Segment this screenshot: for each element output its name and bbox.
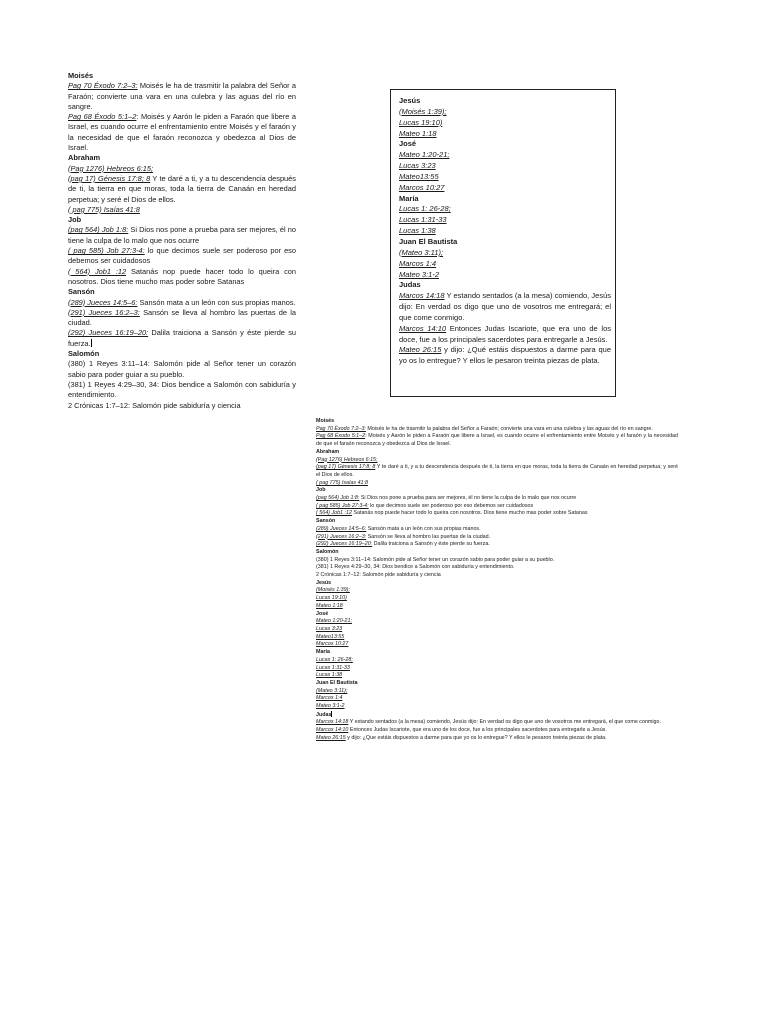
verse-note: Dalila traiciona a Sansón y éste pierde su fuerza. <box>372 541 490 548</box>
verse-entry <box>316 618 678 626</box>
verse-reference: Mateo13:55 <box>316 633 345 640</box>
note-text: (381) 1 Reyes 4:29–30, 34: Dios bendice a Salomón con sabiduría y entendimiento. <box>316 564 515 571</box>
note-line <box>68 380 296 401</box>
verse-entry <box>399 345 611 367</box>
verse-entry <box>68 164 296 174</box>
verse-reference: Lucas 1:31-33 <box>316 664 350 671</box>
note-text: (380) 1 Reyes 3:11–14: Salomón pide al Señor tener un corazón sabio para poder guiar a su pueblo. <box>316 556 555 563</box>
verse-reference: Lucas 1:31-33 <box>399 215 447 225</box>
verse-reference: Mateo 1:20-21; <box>399 150 450 160</box>
verse-note: Sansón mata a un león con sus propias manos. <box>137 297 296 307</box>
verse-reference: (289) Jueces 14:5–6: <box>68 297 138 307</box>
verse-reference: Marcos 14:18 <box>399 291 445 301</box>
verse-reference: (Moisés 1:39); <box>316 587 350 594</box>
verse-note: Moisés le ha de trasmitir la palabra del Señor a Faraón; convierte una vara en una culebra y las aguas del río en sangre. <box>68 81 296 111</box>
verse-note: lo que decimos suele ser poderoso por eso debemos ser cuidadosos <box>68 246 296 266</box>
verse-note: y dijo: ¿Que estáis dispuestos a darme para que yo os lo entregue? Y ellos le pesaron treinta piezas de plata. <box>345 734 607 741</box>
bottom-notes-column <box>316 418 678 743</box>
verse-entry <box>316 657 678 665</box>
section-heading <box>399 194 611 205</box>
verse-entry <box>68 308 296 329</box>
verse-reference: Marcos 10:27 <box>399 182 445 192</box>
verse-note: : Moisés y Aarón le piden a Faraón que libere a Israel, es cuando ocurre el enfrentamiento entre Moisés y el faraón y la necesidad de que el faraón reconozca y obedezca al Dios de Israel. <box>68 112 297 153</box>
verse-entry <box>316 457 678 465</box>
verse-reference: Lucas 1: 26-28; <box>399 204 451 214</box>
heading-text: Moisés <box>316 418 335 424</box>
verse-reference: Marcos 14:10 <box>316 727 349 734</box>
verse-reference: (pag 17) Génesis 17:8; 8 <box>316 464 376 471</box>
note-line <box>316 564 678 572</box>
verse-entry <box>316 695 678 703</box>
verse-reference: (pag 17) Génesis 17:8; 8 <box>68 173 151 183</box>
verse-reference: Lucas 3:23 <box>316 625 343 632</box>
heading-text: Judas <box>316 711 332 718</box>
verse-note: Si Dios nos pone a prueba para ser mejores, él no tiene la culpa de lo malo que nos ocurre <box>68 225 296 245</box>
heading-text: Juan El Bautista <box>399 236 458 246</box>
verse-entry <box>316 587 678 595</box>
section-heading <box>316 611 678 619</box>
verse-entry <box>316 735 678 743</box>
verse-reference: ( pag 585) Job 27:3-4: <box>68 246 145 256</box>
verse-entry <box>399 183 611 194</box>
verse-reference: Pag 68 Éxodo 5:1–2 <box>316 433 366 440</box>
verse-reference: Mateo 1:20-21; <box>316 618 352 625</box>
verse-note: Entonces Judas Iscariote, que era uno de los doce, fue a los principales sacerdotes para entregarle a Jesús. <box>399 323 611 344</box>
verse-entry <box>316 603 678 611</box>
verse-entry <box>316 480 678 488</box>
verse-reference: Lucas 3:23 <box>399 161 436 171</box>
verse-note: Sansón se lleva al hombro las puertas de la ciudad. <box>366 533 491 540</box>
verse-reference: Mateo 26:15 <box>316 734 346 741</box>
verse-entry <box>316 595 678 603</box>
verse-reference: Pag 68 Éxodo 5:1–2 <box>68 112 137 122</box>
heading-text: Sansón <box>316 518 336 525</box>
section-heading <box>399 237 611 248</box>
section-heading <box>316 680 678 688</box>
heading-text: Job <box>316 487 326 494</box>
verse-entry <box>68 225 296 246</box>
verse-reference: Pag 70 Éxodo 7:2–3: <box>68 81 138 91</box>
verse-entry <box>68 205 296 215</box>
verse-entry <box>399 324 611 346</box>
verse-entry <box>316 510 678 518</box>
verse-entry <box>68 112 296 153</box>
verse-entry <box>399 291 611 324</box>
verse-entry <box>68 328 296 349</box>
verse-note: Y te daré a ti, y a tu descendencia después de ti, la tierra en que moras, toda la tierra de Canaán en heredad perpetua; y seré el Dios de ellos. <box>68 173 296 204</box>
heading-text: Sansón <box>68 287 95 297</box>
note-text: (381) 1 Reyes 4:29–30, 34: Dios bendice a Salomón con sabiduría y entendimiento. <box>68 379 296 400</box>
section-heading <box>68 287 296 297</box>
verse-reference: (292) Jueces 16:19–20: <box>316 541 373 548</box>
verse-entry <box>68 246 296 267</box>
note-text: 2 Crónicas 1:7–12: Salomón pide sabiduría y ciencia <box>68 400 241 410</box>
verse-reference: (291) Jueces 16:2–3: <box>316 533 367 540</box>
verse-entry <box>399 107 611 118</box>
verse-entry <box>399 270 611 281</box>
verse-note: Sansón mata a un león con sus propias manos. <box>366 525 481 532</box>
verse-reference: Mateo 26:15 <box>399 345 442 355</box>
verse-entry <box>316 534 678 542</box>
heading-text: Job <box>68 215 82 225</box>
section-heading <box>316 580 678 588</box>
verse-entry <box>399 161 611 172</box>
verse-reference: Lucas 1:38 <box>399 226 436 236</box>
verse-note: Y te daré a ti, y a tu descendencia después de ti, la tierra en que moras, toda la tierra de Canaán en heredad perpetua; y seré el Dios de ellos. <box>316 464 678 478</box>
verse-entry <box>399 150 611 161</box>
section-heading <box>316 549 678 557</box>
section-heading <box>316 711 678 720</box>
verse-reference: Lucas 1: 26-28; <box>316 656 353 663</box>
note-line <box>68 359 296 380</box>
verse-reference: ( pag 585) Job 27:3-4: <box>316 502 369 509</box>
section-heading <box>68 71 296 81</box>
verse-reference: (291) Jueces 16:2–3: <box>68 307 140 317</box>
heading-text: Salomón <box>68 349 100 359</box>
verse-entry <box>316 503 678 511</box>
text-cursor <box>331 711 332 717</box>
verse-entry <box>316 719 678 727</box>
verse-entry <box>399 129 611 140</box>
verse-reference: Marcos 14:10 <box>399 323 447 333</box>
verse-entry <box>316 665 678 673</box>
section-heading <box>68 215 296 225</box>
note-text: (380) 1 Reyes 3:11–14: Salomón pide al Señor tener un corazón sabio para poder guiar a su pueblo. <box>68 359 296 379</box>
verse-reference: Lucas 19:10) <box>399 117 443 127</box>
verse-reference: ( pag 775) Isaías 41:8 <box>68 204 140 214</box>
verse-reference: Mateo 3:1-2 <box>316 703 345 710</box>
verse-reference: Lucas 1:38 <box>316 672 343 679</box>
verse-reference: Marcos 14:18 <box>316 719 349 726</box>
verse-note: Satanás nop puede hacer todo lo queira con nosotros. Dios tiene mucho mas poder sobre Satanas <box>68 266 296 286</box>
section-heading <box>316 418 678 426</box>
verse-note: Si Dios nos pone a prueba para ser mejores, él no tiene la culpa de lo malo que nos ocurre <box>359 495 577 502</box>
verse-entry <box>316 672 678 680</box>
verse-entry <box>316 634 678 642</box>
verse-entry <box>316 464 678 479</box>
verse-reference: Mateo 1:18 <box>399 128 437 138</box>
verse-reference: (Pag 1276) Hebreos 6:15; <box>316 456 378 463</box>
section-heading <box>316 487 678 495</box>
section-heading <box>316 649 678 657</box>
verse-reference: Mateo 3:1-2 <box>399 269 440 279</box>
note-text: 2 Crónicas 1:7–12: Salomón pide sabiduría y ciencia <box>316 572 441 579</box>
verse-entry <box>399 226 611 237</box>
verse-reference: (292) Jueces 16:19–20: <box>68 328 149 338</box>
section-heading <box>399 280 611 291</box>
verse-reference: Lucas 19:10) <box>316 595 347 602</box>
verse-note: Moisés le ha de trasmitir la palabra del Señor a Faraón; convierte una vara en una culebra y las aguas del río en sangre. <box>365 425 653 432</box>
verse-reference: Marcos 10:27 <box>316 641 349 648</box>
section-heading <box>316 449 678 457</box>
verse-note: Satanás nop puede hacer todo lo queira con nosotros. Dios tiene mucho mas poder sobre Satanas <box>351 510 588 517</box>
verse-entry <box>316 626 678 634</box>
verse-entry <box>316 727 678 735</box>
heading-text: José <box>399 139 417 149</box>
verse-entry <box>316 688 678 696</box>
boxed-notes-column <box>390 89 616 397</box>
verse-reference: Pag 70 Éxodo 7:2–3: <box>316 425 366 432</box>
section-heading <box>399 96 611 107</box>
section-heading <box>399 139 611 150</box>
verse-reference: Mateo13:55 <box>399 171 439 181</box>
verse-entry <box>316 433 678 448</box>
verse-entry <box>316 541 678 549</box>
verse-reference: ( pag 775) Isaías 41:8 <box>316 479 368 486</box>
verse-reference: (Mateo 3:11); <box>399 247 444 257</box>
section-heading <box>68 153 296 163</box>
verse-reference: (Pag 1276) Hebreos 6:15; <box>68 163 154 173</box>
heading-text: José <box>316 610 329 617</box>
verse-note: Entonces Judas Iscariote, que era uno de los doce, fue a los principales sacerdotes para entregarle a Jesús. <box>348 727 607 734</box>
verse-entry <box>399 118 611 129</box>
verse-reference: Marcos 1:4 <box>316 695 343 702</box>
heading-text: Jesús <box>399 96 421 105</box>
verse-entry <box>316 641 678 649</box>
verse-entry <box>68 267 296 288</box>
verse-entry <box>68 81 296 112</box>
verse-reference: (289) Jueces 14:5–6: <box>316 525 367 532</box>
text-cursor <box>91 339 92 347</box>
verse-entry <box>399 172 611 183</box>
heading-text: Moisés <box>68 71 94 80</box>
verse-entry <box>399 215 611 226</box>
verse-reference: ( 564) Job1 :12 <box>68 266 127 276</box>
verse-entry <box>399 204 611 215</box>
verse-reference: (pag 564) Job 1:8: <box>316 495 360 502</box>
verse-entry <box>399 248 611 259</box>
verse-entry <box>316 495 678 503</box>
heading-text: Abraham <box>68 153 101 163</box>
section-heading <box>68 349 296 359</box>
heading-text: Juan El Bautista <box>316 679 358 686</box>
verse-reference: Mateo 1:18 <box>316 602 343 609</box>
heading-text: Abraham <box>316 448 340 455</box>
section-heading <box>316 518 678 526</box>
verse-entry <box>399 259 611 270</box>
heading-text: Jesús <box>316 579 332 586</box>
heading-text: Salomón <box>316 548 339 555</box>
heading-text: Judas <box>399 280 421 290</box>
verse-reference: (pag 564) Job 1:8: <box>68 225 129 235</box>
verse-reference: (Moisés 1:39); <box>399 106 447 116</box>
verse-entry <box>316 526 678 534</box>
verse-reference: (Mateo 3:11); <box>316 687 348 694</box>
verse-note: Sansón se lleva al hombro las puertas de la ciudad. <box>68 307 297 328</box>
heading-text: María <box>399 193 419 203</box>
verse-entry <box>68 174 296 205</box>
verse-entry <box>316 703 678 711</box>
verse-reference: Marcos 1:4 <box>399 258 437 268</box>
verse-note: Y estando sentados (a la mesa) comiendo, Jesús dijo: En verdad os digo que uno de vosotros me entregará; el que come conmigo. <box>399 291 611 322</box>
verse-reference: ( 564) Job1 :12 <box>316 510 352 517</box>
note-line <box>316 572 678 580</box>
verse-note: Dalila traiciona a Sansón y éste pierde su fuerza. <box>68 328 296 348</box>
verse-note: lo que decimos suele ser poderoso por eso debemos ser cuidadosos <box>368 502 534 509</box>
verse-note: y dijo: ¿Qué estáis dispuestos a darme para que yo os lo entregue? Y ellos le pesaron treinta piezas de plata. <box>399 345 611 366</box>
note-line <box>316 557 678 565</box>
verse-note: Y estando sentados (a la mesa) comiendo, Jesús dijo: En verdad os digo que uno de vosotros me entregará, el que come conmigo. <box>348 719 661 726</box>
left-notes-column <box>68 71 296 411</box>
note-line <box>68 401 296 411</box>
verse-note: : Moisés y Aarón le piden a Faraón que libere a Israel, es cuando ocurre el enfrentamiento entre Moisés y el faraón y la necesidad de que el faraón reconozca y obedezca al Dios de Israel. <box>316 433 678 448</box>
heading-text: María <box>316 649 330 656</box>
verse-entry <box>68 298 296 308</box>
